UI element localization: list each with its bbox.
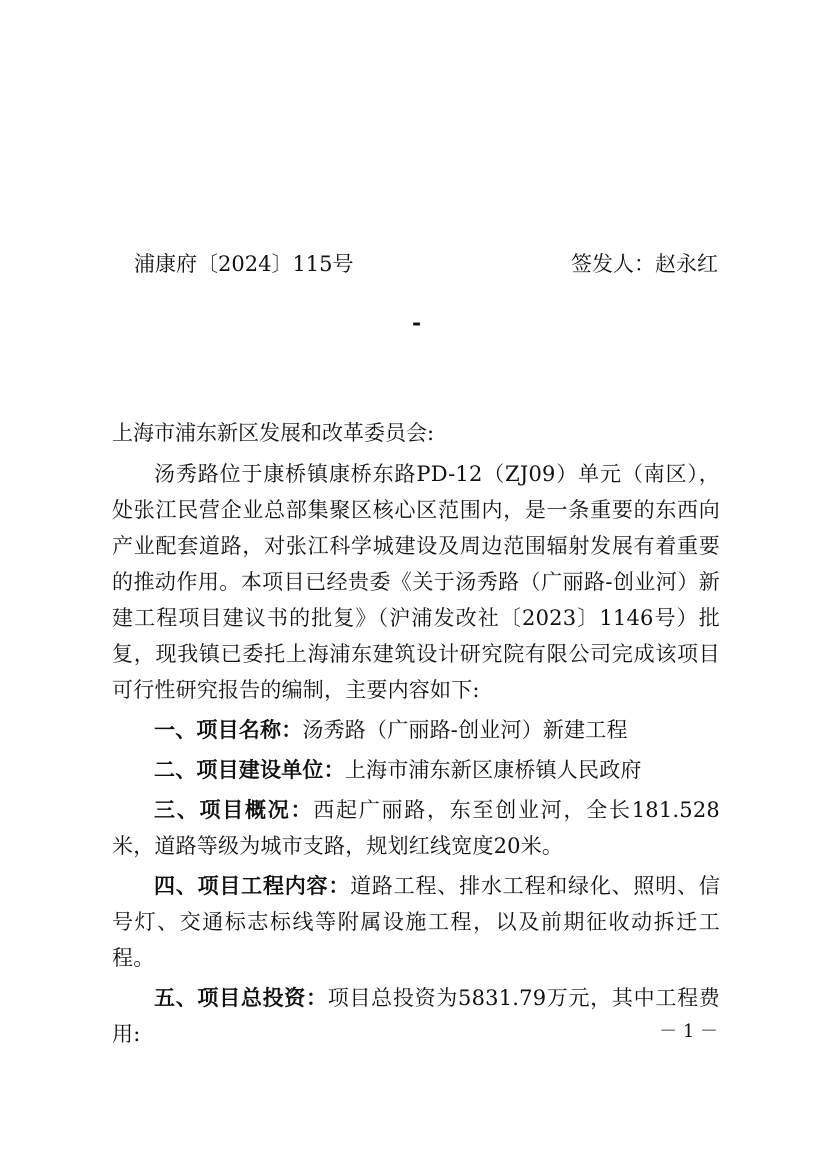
page-number: － 1 － [659, 1021, 718, 1042]
item-text: 汤秀路（广丽路-创业河）新建工程 [302, 718, 628, 742]
item-project-name [112, 712, 720, 748]
item-label: 三、项目概况： [154, 798, 314, 822]
addressee: 上海市浦东新区发展和改革委员会: [112, 421, 435, 445]
separator-mark: - [412, 310, 422, 336]
item-text: 道路工程、排水工程和绿化、照明、信号灯、交通标志标线等附属设施工程，以及前期征收动拆迁工程。 [112, 874, 720, 970]
item-label: 二、项目建设单位： [154, 758, 345, 782]
item-text: 项目总投资为5831.79万元，其中工程费用: [112, 986, 720, 1046]
item-construction-unit [112, 752, 720, 788]
item-total-investment [112, 980, 720, 1052]
item-label: 一、项目名称： [154, 718, 303, 742]
item-label: 四、项目工程内容： [154, 874, 351, 898]
item-project-scope [112, 868, 720, 976]
item-text: 西起广丽路，东至创业河，全长181.528米，道路等级为城市支路，规划红线宽度20米。 [112, 798, 720, 858]
intro-paragraph: 汤秀路位于康桥镇康桥东路PD-12（ZJ09）单元（南区），处张江民营企业总部集聚区核心区范围内，是一条重要的东西向产业配套道路，对张江科学城建设及周边范围辐射发展有着重要的推动作用。本项目已经贵委《关于汤秀路（广丽路-创业河）新建工程项目建议书的批复》（沪浦发改社〔2023〕1146号）批复，现我镇已委托上海浦东建筑设计研究院有限公司完成该项目可行性研究报告的编制，主要内容如下: [112, 462, 720, 702]
item-project-overview [112, 792, 720, 864]
item-label: 五、项目总投资： [154, 986, 328, 1010]
item-text: 上海市浦东新区康桥镇人民政府 [344, 758, 642, 782]
document-number: 浦康府〔2024〕115号 [134, 252, 354, 276]
document-body [112, 456, 720, 1052]
signer: 签发人：赵永红 [571, 252, 718, 276]
